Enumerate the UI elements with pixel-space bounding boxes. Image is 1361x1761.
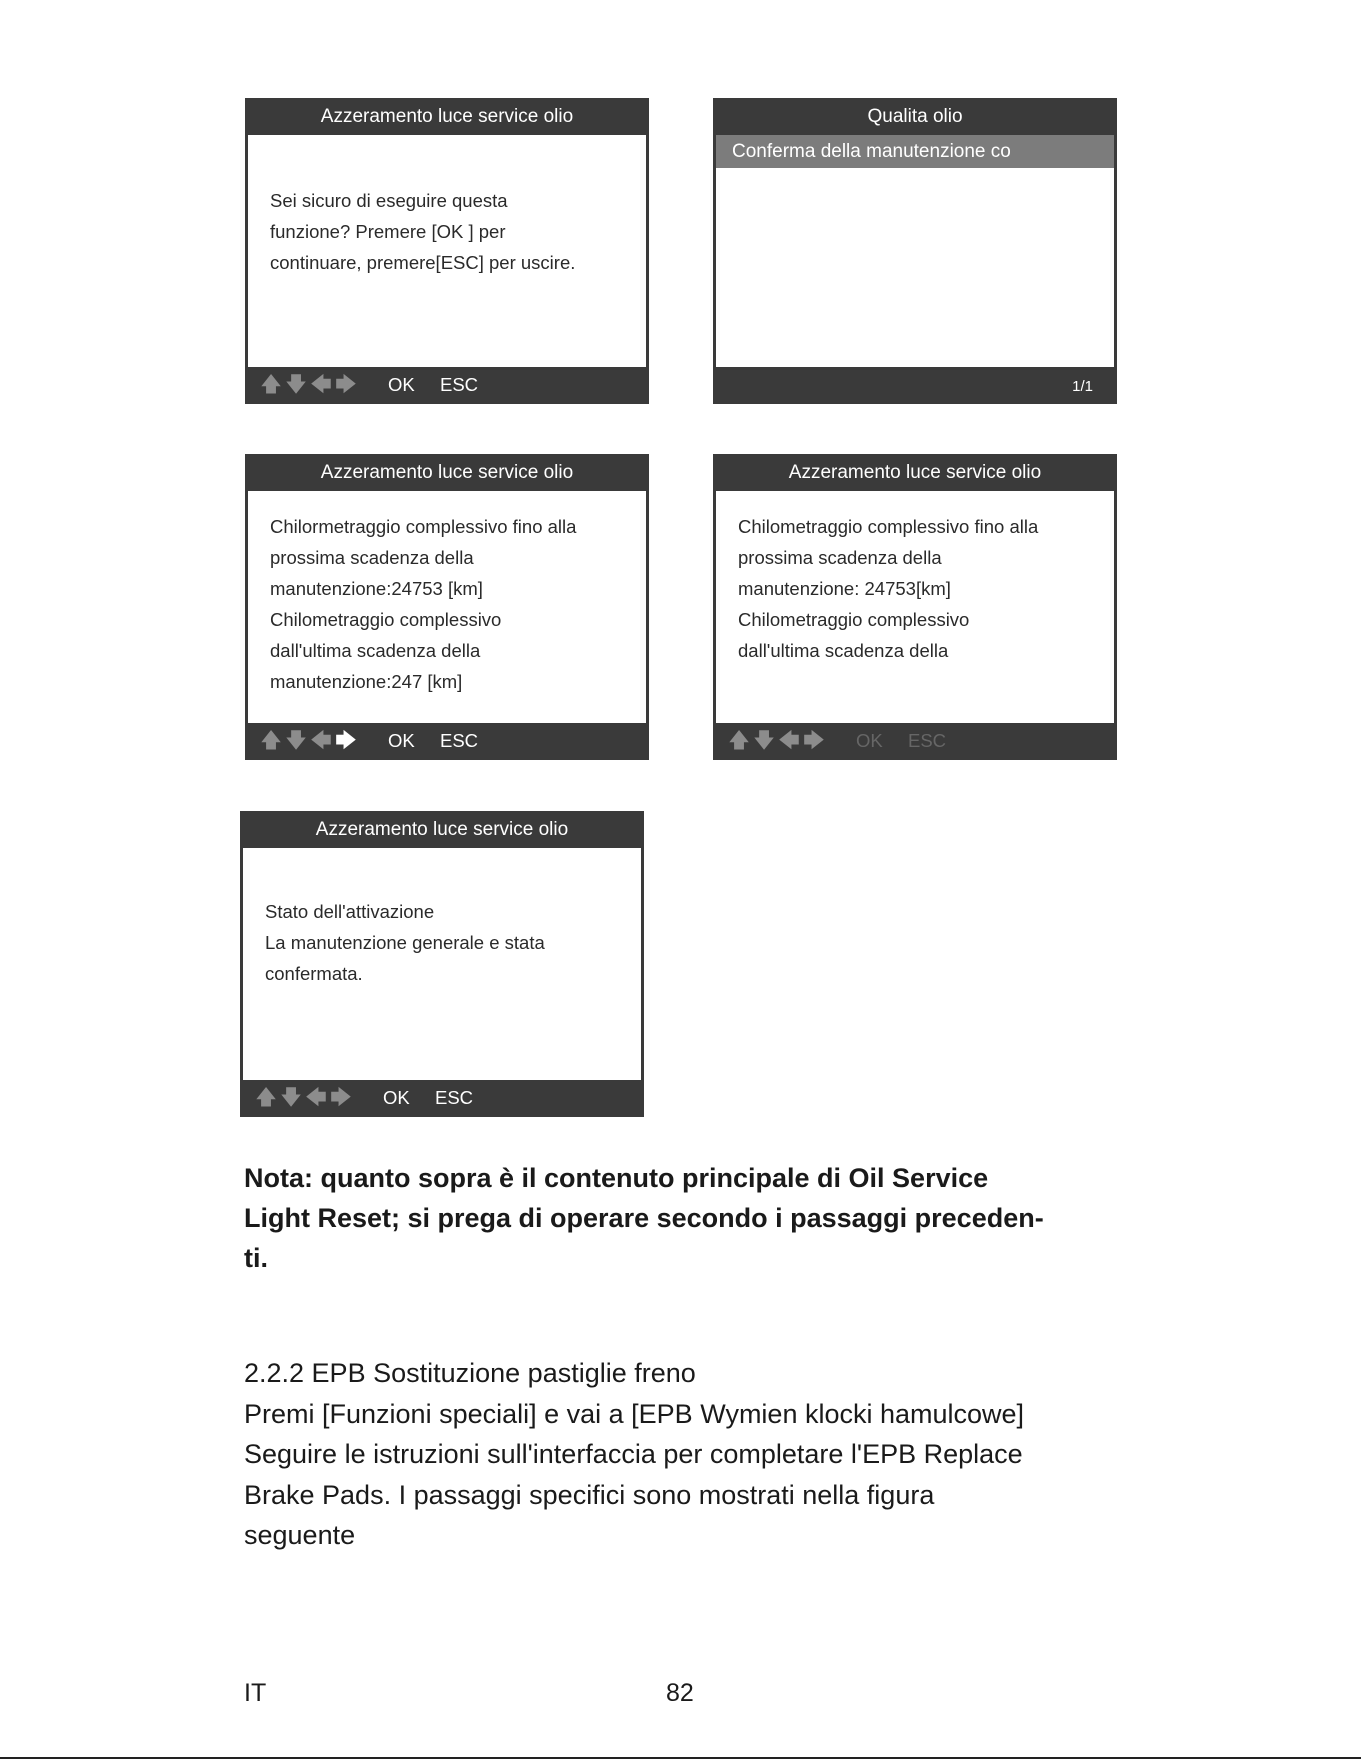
nav-arrows <box>254 1088 354 1108</box>
screen-oil-quality-menu <box>713 98 1117 404</box>
note-line: Light Reset; si prega di operare secondo i passaggi preceden- <box>244 1203 1044 1233</box>
screen-mileage-info <box>245 454 649 760</box>
message-line: dall'ultima scadenza della <box>738 640 949 661</box>
screen-footer <box>713 723 1117 760</box>
screen-message <box>270 511 576 697</box>
arrow-down-icon: 🡇 <box>753 729 776 752</box>
esc-button: ESC <box>908 730 947 751</box>
screen-message <box>738 511 1038 666</box>
arrow-left-icon[interactable]: 🡄 <box>310 373 333 396</box>
note-line: Nota: quanto sopra è il contenuto principale di Oil Service <box>244 1163 989 1193</box>
arrow-right-icon: 🡆 <box>803 729 826 752</box>
message-line: prossima scadenza della <box>270 547 474 568</box>
ok-button[interactable]: OK <box>383 1087 410 1108</box>
message-line: Stato dell'attivazione <box>265 901 435 922</box>
screen-body <box>716 491 1114 723</box>
screen-body <box>248 491 646 723</box>
section-line: Premi [Funzioni speciali] e vai a [EPB Wymien klocki hamulcowe] <box>244 1398 1025 1429</box>
section-heading: 2.2.2 EPB Sostituzione pastiglie freno <box>244 1358 696 1388</box>
message-line: Chilometraggio complessivo fino alla <box>738 516 1039 537</box>
message-line: Chilormetraggio complessivo fino alla <box>270 516 577 537</box>
screen-title: Azzeramento luce service olio <box>788 462 1042 483</box>
arrow-left-icon[interactable]: 🡄 <box>310 729 333 752</box>
menu-item-selected[interactable]: Conferma della manutenzione co <box>716 135 1114 168</box>
arrow-down-icon[interactable]: 🡇 <box>280 1086 303 1109</box>
screen-message <box>265 896 545 989</box>
section-line: Seguire le istruzioni sull'interfaccia per completare l'EPB Replace <box>244 1439 1023 1469</box>
arrow-up-icon[interactable]: 🡅 <box>260 373 283 396</box>
arrow-up-icon: 🡅 <box>728 729 751 752</box>
message-line: Chilometraggio complessivo <box>738 609 970 630</box>
nav-arrows <box>259 375 359 395</box>
arrow-right-icon[interactable]: 🡆 <box>330 1086 353 1109</box>
screen-body <box>243 848 641 1080</box>
message-line: dall'ultima scadenza della <box>270 640 481 661</box>
ok-button[interactable]: OK <box>388 730 415 751</box>
esc-button[interactable]: ESC <box>440 374 479 395</box>
screen-footer <box>245 367 649 404</box>
page-indicator: 1/1 <box>1072 378 1093 395</box>
esc-button[interactable]: ESC <box>435 1087 474 1108</box>
arrow-up-icon[interactable]: 🡅 <box>260 729 283 752</box>
message-line: funzione? Premere [OK ] per <box>270 221 506 242</box>
screen-body <box>248 135 646 367</box>
screen-activation-status <box>240 811 644 1117</box>
screen-footer <box>240 1080 644 1117</box>
arrow-right-icon[interactable]: 🡆 <box>335 373 358 396</box>
ok-button[interactable]: OK <box>388 374 415 395</box>
screen-footer <box>713 367 1117 404</box>
page-number: 82 <box>666 1679 694 1707</box>
ok-button: OK <box>856 730 883 751</box>
nav-arrows <box>259 731 359 751</box>
message-line: continuare, premere[ESC] per uscire. <box>270 252 576 273</box>
message-line: manutenzione: 24753[km] <box>738 578 951 599</box>
arrow-left-icon: 🡄 <box>778 729 801 752</box>
message-line: manutenzione:247 [km] <box>270 671 463 692</box>
screen-title: Qualita olio <box>867 106 963 127</box>
screen-title: Azzeramento luce service olio <box>315 819 569 840</box>
arrow-up-icon[interactable]: 🡅 <box>255 1086 278 1109</box>
message-line: La manutenzione generale e stata <box>265 932 545 953</box>
section-line: seguente <box>244 1520 356 1550</box>
message-line: confermata. <box>265 963 363 984</box>
screen-confirm-function <box>245 98 649 404</box>
esc-button[interactable]: ESC <box>440 730 479 751</box>
screen-mileage-info-inactive <box>713 454 1117 760</box>
footer-language: IT <box>244 1679 267 1707</box>
section-line: Brake Pads. I passaggi specifici sono mostrati nella figura <box>244 1479 935 1510</box>
message-line: manutenzione:24753 [km] <box>270 578 483 599</box>
bottom-rule <box>0 1757 1361 1759</box>
section-epb <box>244 1353 1164 1556</box>
nav-arrows <box>727 731 827 751</box>
arrow-down-icon[interactable]: 🡇 <box>285 729 308 752</box>
arrow-down-icon[interactable]: 🡇 <box>285 373 308 396</box>
note-paragraph <box>244 1158 1124 1278</box>
arrow-right-icon[interactable]: 🡆 <box>335 729 358 752</box>
message-line: Chilometraggio complessivo <box>270 609 502 630</box>
screen-title: Azzeramento luce service olio <box>320 106 574 127</box>
arrow-left-icon[interactable]: 🡄 <box>305 1086 328 1109</box>
screen-message <box>270 185 575 278</box>
message-line: prossima scadenza della <box>738 547 942 568</box>
screen-footer <box>245 723 649 760</box>
message-line: Sei sicuro di eseguire questa <box>270 190 508 211</box>
note-line: ti. <box>244 1243 268 1273</box>
screen-body <box>716 135 1114 367</box>
screen-title: Azzeramento luce service olio <box>320 462 574 483</box>
